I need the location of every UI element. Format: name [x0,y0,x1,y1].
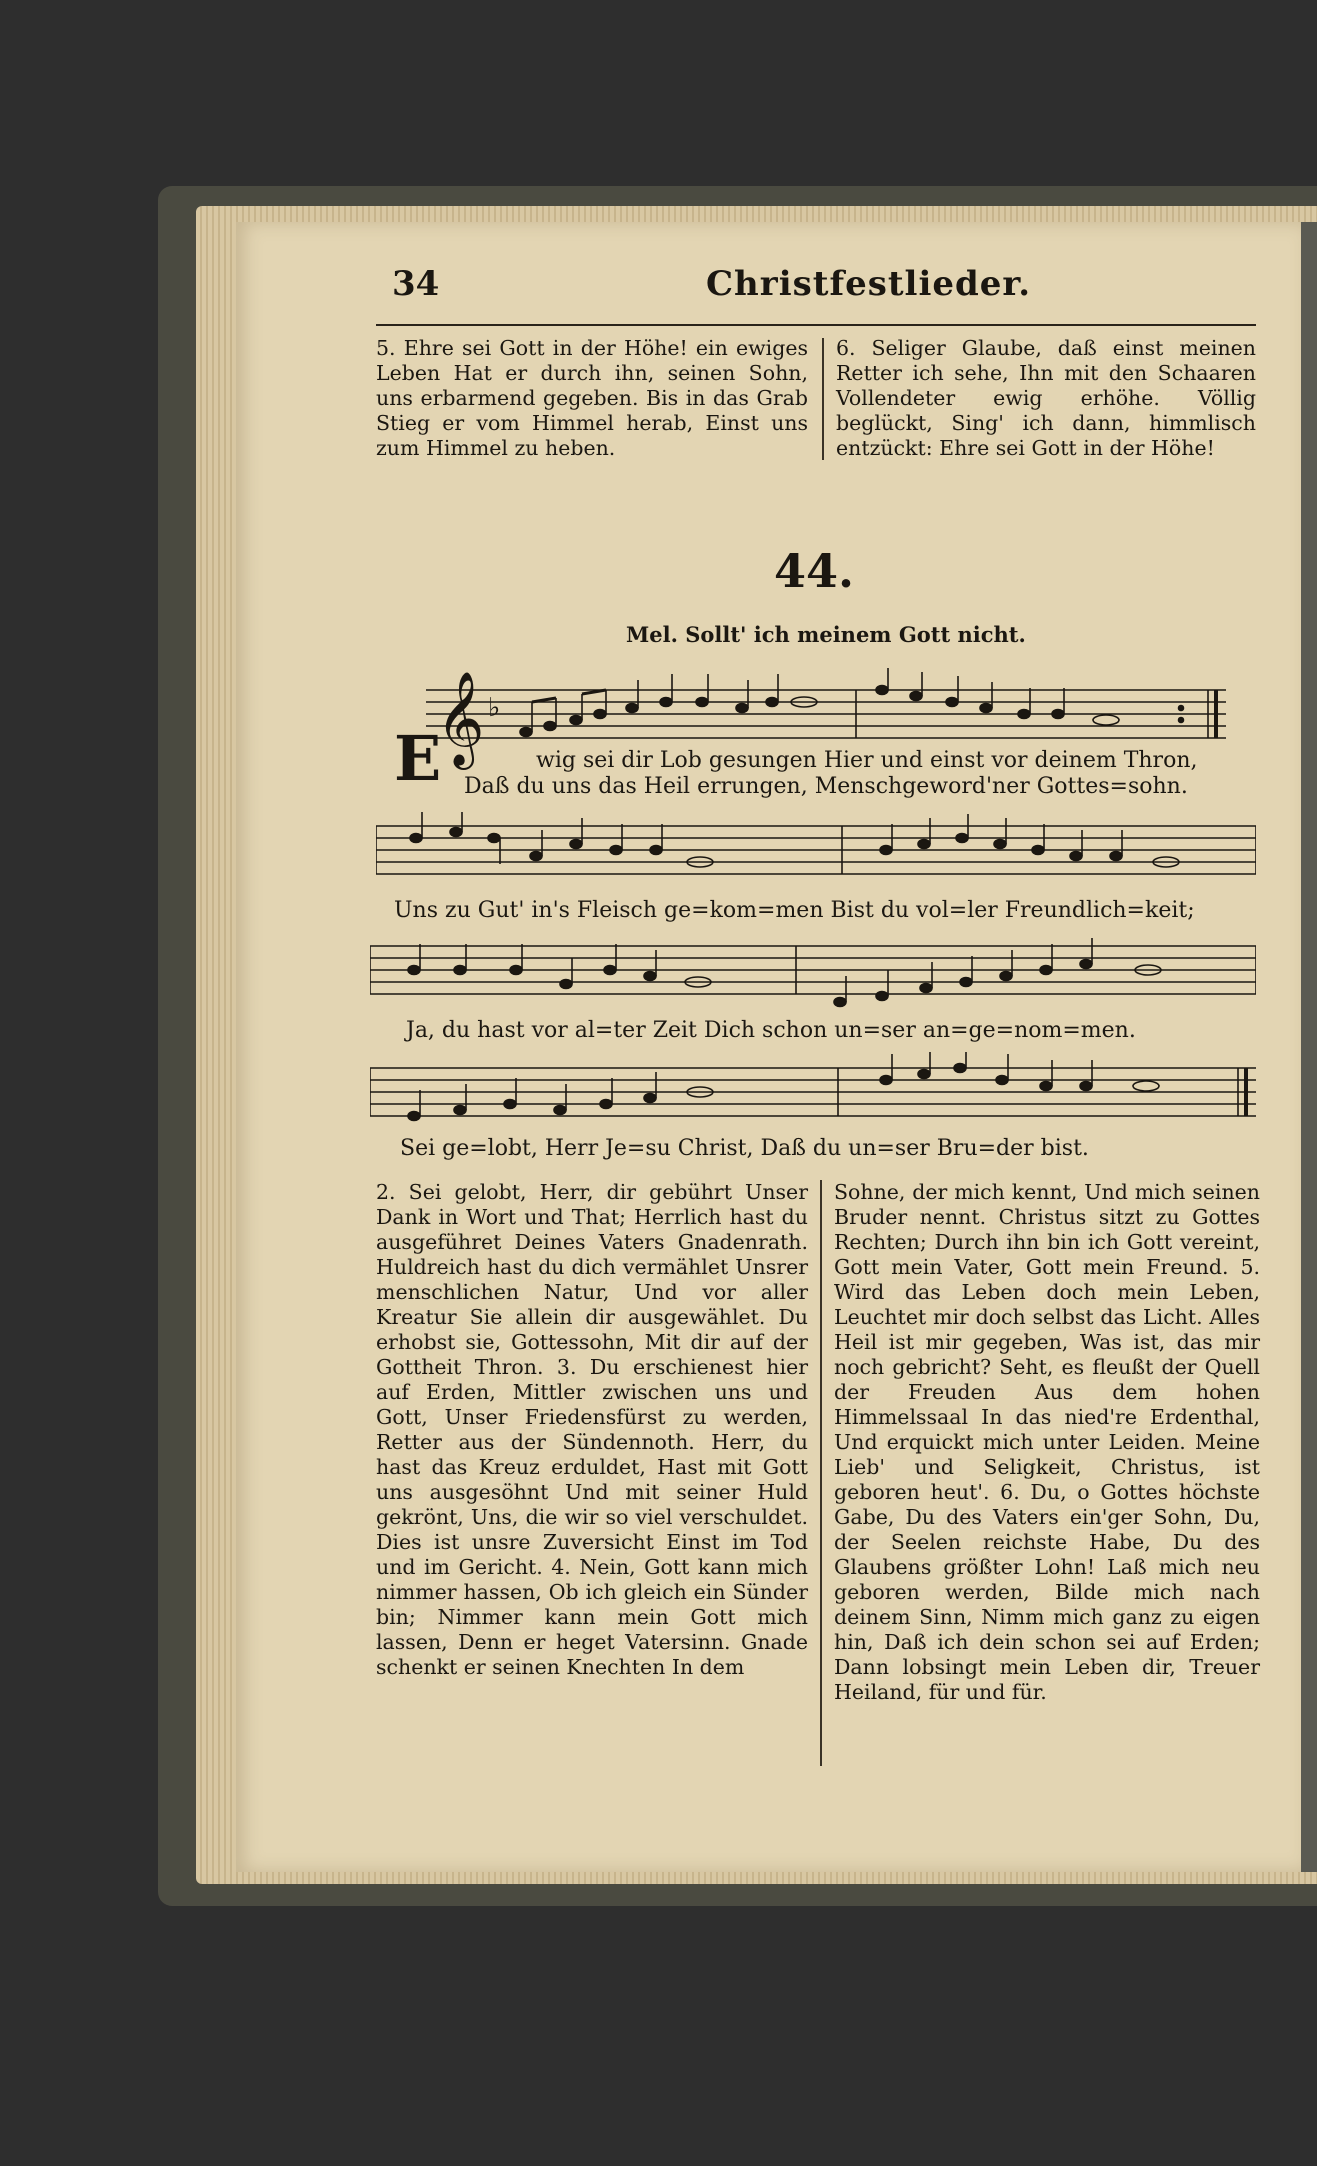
verses-4-6-text: Sohne, der mich kennt, Und mich seinen Bruder nennt. Christus sitzt zu Gottes Rechten; Durch ihn bin ich Gott vereint, Gott mein Vater, Gott mein Freund. 5. Wird das Leben doch mein Leben, Leuchtet mir doch selbst das Licht. Alles Heil ist mir gegeben, Was ist, das mir noch gebricht? Seht, es fleußt der Quell der Freuden Aus dem hohen Himmelssaal In das nied're Erdenthal, Und erquickt mich unter Leiden. Meine Lieb' und Seligkeit, Christus, ist geboren heut'. 6. Du, o Gottes höchste Gabe, Du des Vaters ein'ger Sohn, Du, der Seelen reichste Habe, Du des Glaubens größter Lohn! Laß mich neu geboren werden, Bilde mich nach deinem Sinn, Nimm mich ganz zu eigen hin, Daß ich dein schon sei auf Erden; Dann lobsingt mein Leben dir, Treuer Heiland, für und für. [834,1180,1260,1704]
header-rule [376,324,1256,326]
lyric-line-1b: Daß du uns das Heil errungen, Menschgeword'ner Gottes=sohn. [464,774,1188,799]
column-divider-top [822,338,824,460]
hymn-number: 44. [774,544,855,598]
lyric-line-1a: wig sei dir Lob gesungen Hier und einst vor deinem Thron, [536,748,1198,773]
verses-2-4-text: 2. Sei gelobt, Herr, dir gebührt Unser Dank in Wort und That; Herrlich hast du ausgeführet Deines Vaters Gnadenrath. Huldreich hast du dich vermählet Unsrer menschlichen Natur, Und vor aller Kreatur Sie allein dir ausgewählet. Du erhobst sie, Gottessohn, Mit dir auf der Gottheit Thron. 3. Du erschienest hier auf Erden, Mittler zwischen uns und Gott, Unser Friedensfürst zu werden, Retter aus der Sündennoth. Herr, du hast das Kreuz erduldet, Hast mit Gott uns ausgesöhnt Und mit seiner Huld gekrönt, Uns, die wir so viel verschuldet. Dies ist unsre Zuversicht Einst im Tod und im Gericht. 4. Nein, Gott kann mich nimmer hassen, Ob ich gleich ein Sünder bin; Nimmer kann mein Gott mich lassen, Denn er heget Vatersinn. Gnade schenkt er seinen Knechten In dem [376,1180,808,1679]
melody-reference: Mel. Sollt' ich meinem Gott nicht. [626,622,1026,647]
svg-text:𝄞: 𝄞 [436,671,485,766]
book-spine-shadow [1301,222,1317,1872]
initial-letter: E [394,722,442,795]
book-page [236,222,1301,1872]
verse-6-text: 6. Seliger Glaube, daß einst meinen Retter ich sehe, Ihn mit den Schaaren Vollendeter ewig erhöhe. Völlig beglückt, Sing' ich dann, himmlisch entzückt: Ehre sei Gott in der Höhe! [836,336,1256,460]
music-staff-2 [376,812,1256,892]
svg-text:♭: ♭ [488,693,501,723]
music-staff-3 [370,930,1256,1014]
verse-5-text: 5. Ehre sei Gott in der Höhe! ein ewiges Leben Hat er durch ihn, seinen Sohn, uns erbarmend gegeben. Bis in das Grab Stieg er vom Himmel herab, Einst uns zum Himmel zu heben. [376,336,808,460]
lyric-line-4: Sei ge=lobt, Herr Je=su Christ, Daß du un=ser Bru=der bist. [400,1136,1089,1161]
lyric-line-2: Uns zu Gut' in's Fleisch ge=kom=men Bist du vol=ler Freundlich=keit; [394,898,1195,923]
column-divider-bottom [820,1180,822,1766]
page-number: 34 [392,264,440,304]
running-title: Christfestlieder. [706,264,1032,304]
lyric-line-3: Ja, du hast vor al=ter Zeit Dich schon un=ser an=ge=nom=men. [406,1018,1136,1043]
music-staff-4 [370,1052,1256,1136]
